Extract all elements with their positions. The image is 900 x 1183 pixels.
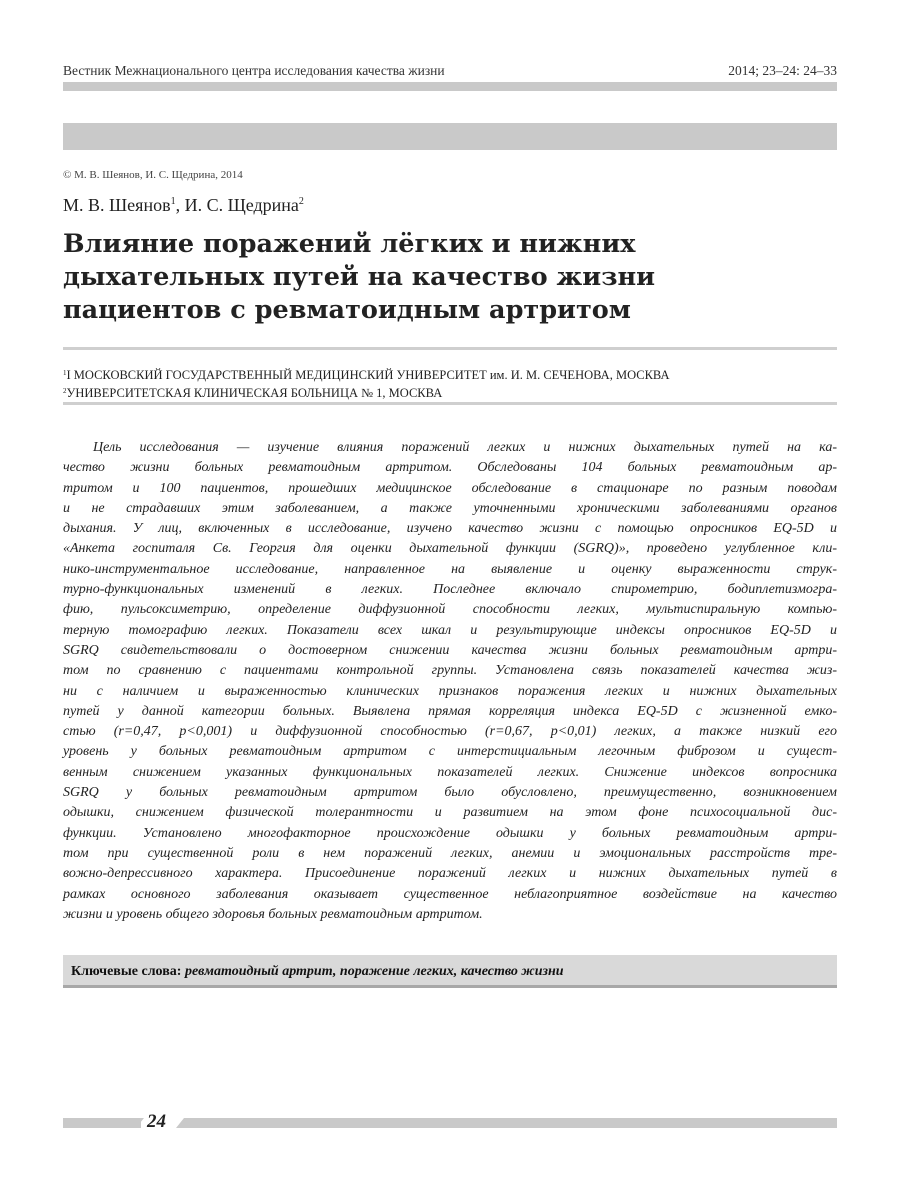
abstract-line: жизни и уровень общего здоровья больных ревматоидным артритом.	[63, 906, 483, 922]
affiliations	[63, 366, 670, 402]
abstract-line: SGRQ у больных ревматоидным артритом было обусловлено, преимущественно, возникновением	[63, 785, 837, 801]
abstract	[63, 438, 837, 925]
abstract-line: тритом и 100 пациентов, прошедших медицинское обследование в стационаре по разным поводам	[63, 480, 837, 496]
footer-rule-slant	[176, 1118, 184, 1128]
abstract-line: стью (r=0,47, p<0,001) и диффузионной способностью (r=0,67, p<0,01) легких, а также низкий его	[63, 724, 837, 740]
abstract-line: фию, пульсоксиметрию, определение диффузионной способности легких, мультиспиральную компью-	[63, 602, 837, 618]
affiliations-rule-bottom	[63, 402, 837, 405]
title-line: дыхательных путей на качество жизни	[63, 262, 656, 292]
running-header	[63, 63, 837, 83]
affiliation-mark: 1	[63, 369, 67, 377]
author-list	[63, 195, 304, 216]
abstract-line: уровень у больных ревматоидным артритом с интерстициальным легочным фиброзом и сущест-	[63, 744, 837, 760]
keywords-terms: ревматоидный артрит, поражение легких, качество жизни	[184, 964, 564, 979]
abstract-line: и не страдавших этим заболеванием, а также уточненными хроническими заболеваниями органов	[63, 500, 837, 516]
header-rule	[63, 82, 837, 91]
abstract-line: нико-инструментальное исследование, направленное на выявление и оценку выраженности струк-	[63, 561, 837, 577]
abstract-line: SGRQ свидетельствовали о достоверном снижении качества жизни больных ревматоидным артри-	[63, 642, 837, 658]
footer-rule-right	[184, 1118, 837, 1128]
abstract-line: путей у данной категории больных. Выявлена прямая корреляция индекса EQ-5D с жизненной емко-	[63, 703, 837, 719]
issue-info: 2014; 23–24: 24–33	[728, 63, 837, 78]
article-title	[63, 228, 783, 327]
author-name: М. В. Шеянов	[63, 195, 171, 215]
abstract-line: «Анкета госпиталя Св. Георгия для оценки дыхательной функции (SGRQ)», проведено углубленное кли-	[63, 541, 837, 557]
affiliation-text: I МОСКОВСКИЙ ГОСУДАРСТВЕННЫЙ МЕДИЦИНСКИЙ УНИВЕРСИТЕТ им. И. М. СЕЧЕНОВА, МОСКВА	[66, 368, 670, 382]
abstract-line: вожно-депрессивного характера. Присоединение поражений легких и нижних дыхательных путей в	[63, 866, 837, 882]
page-number: 24	[147, 1111, 166, 1132]
abstract-line: одышки, снижением физической толерантности и развитием на этом фоне психосоциальной дис-	[63, 805, 837, 821]
abstract-line: функции. Установлено многофакторное происхождение одышки у больных ревматоидным артри-	[63, 825, 837, 841]
abstract-line: том при существенной роли в нем поражений легких, анемии и эмоциональных расстройств тре-	[63, 845, 837, 861]
author-affiliation-mark: 1	[170, 196, 176, 207]
abstract-line: чество жизни больных ревматоидным артритом. Обследованы 104 больных ревматоидным ар-	[63, 460, 837, 476]
footer-rule-slant	[136, 1118, 144, 1128]
header-band	[63, 123, 837, 150]
journal-name: Вестник Межнационального центра исследования качества жизни	[63, 63, 445, 78]
abstract-line: ни с наличием и выраженностью клинических признаков поражения легких и нижних дыхательных	[63, 683, 837, 699]
abstract-line: венным снижением указанных функциональных показателей легких. Снижение индексов вопросника	[63, 764, 837, 780]
title-line: Влияние поражений лёгких и нижних	[63, 229, 636, 259]
abstract-line: рамках основного заболевания оказывает существенное неблагоприятное воздействие на качество	[63, 886, 837, 902]
author-name: И. С. Щедрина	[184, 195, 299, 215]
keywords-box	[63, 955, 837, 988]
abstract-line: терную томографию легких. Показатели всех шкал и результирующие индексы опросников EQ-5D и	[63, 622, 837, 638]
author-separator: ,	[175, 195, 185, 215]
footer-rule-left	[63, 1118, 141, 1128]
abstract-line: турно-функциональных изменений в легких. Последнее включало спирометрию, бодиплетизмогра-	[63, 582, 837, 598]
affiliation-text: УНИВЕРСИТЕТСКАЯ КЛИНИЧЕСКАЯ БОЛЬНИЦА № 1, МОСКВА	[66, 386, 443, 400]
affiliation	[63, 384, 670, 402]
affiliation	[63, 366, 670, 384]
copyright-line: © М. В. Шеянов, И. С. Щедрина, 2014	[63, 169, 243, 181]
affiliation-mark: 2	[63, 387, 67, 395]
keywords-label: Ключевые слова:	[71, 964, 185, 979]
affiliations-rule-top	[63, 347, 837, 350]
abstract-line: Цель исследования — изучение влияния поражений легких и нижних дыхательных путей на ка-	[93, 440, 837, 455]
title-line: пациентов с ревматоидным артритом	[63, 295, 631, 325]
abstract-line: том по сравнению с пациентами контрольной группы. Установлена связь показателей качества жиз-	[63, 663, 837, 679]
abstract-line: дыхания. У лиц, включенных в исследование, изучено качество жизни с помощью опросников EQ-5D и	[63, 521, 837, 537]
author-affiliation-mark: 2	[298, 196, 304, 207]
